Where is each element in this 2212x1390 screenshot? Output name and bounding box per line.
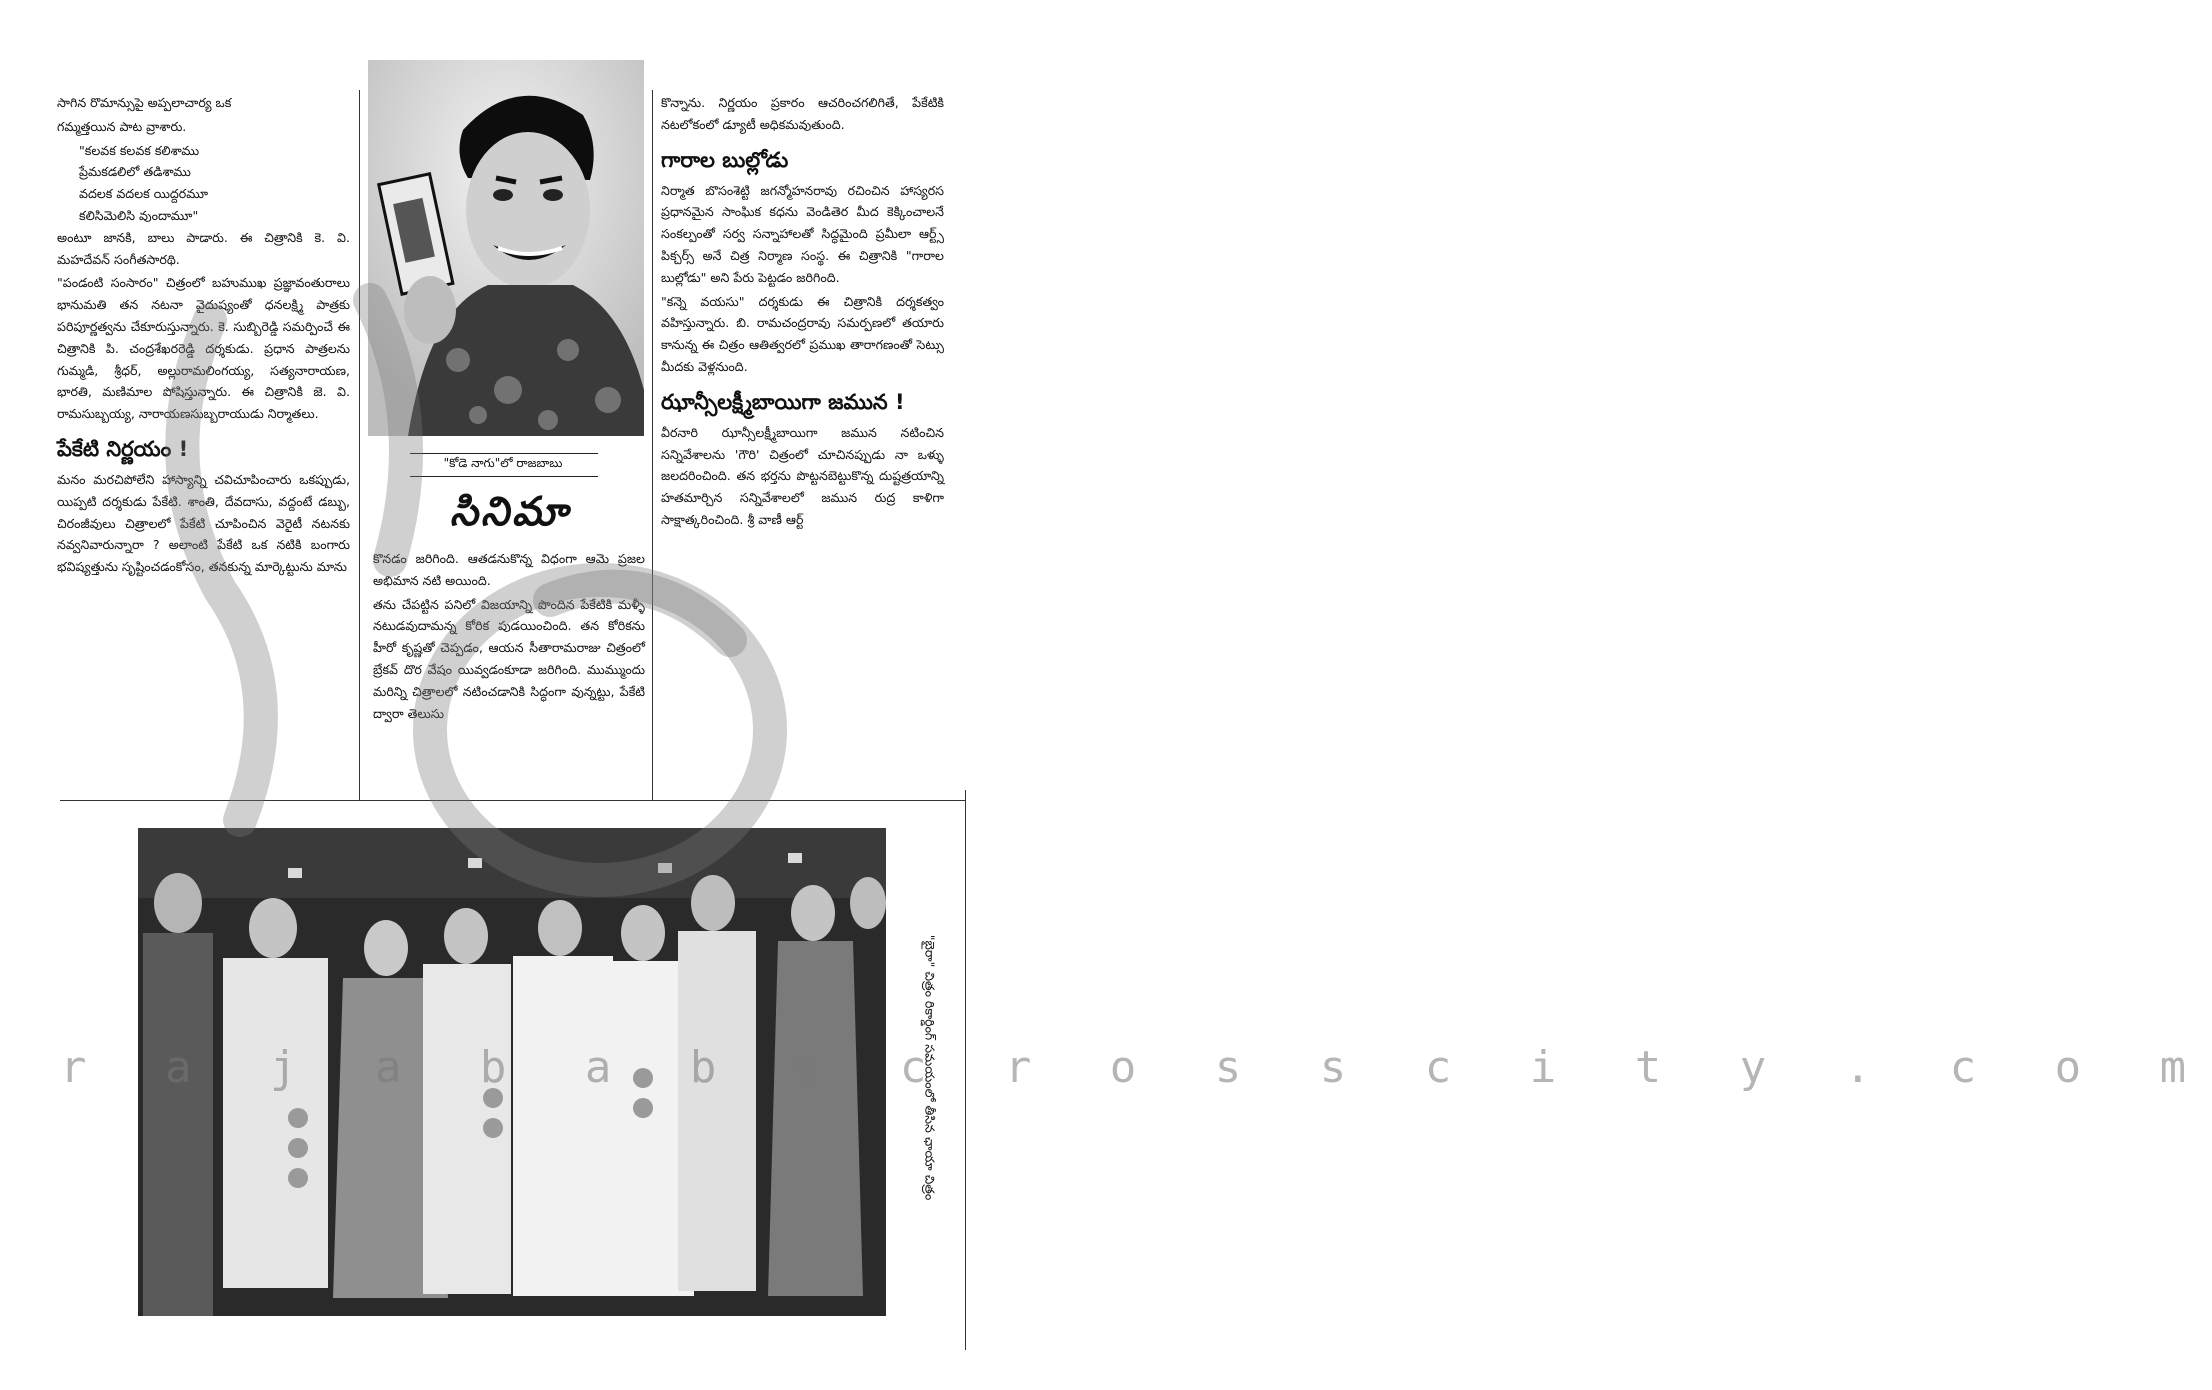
article-paragraph: కొన్నాను. నిర్ణయం ప్రకారం ఆచరించగలిగితే, పేకేటికి నటలోకంలో డ్యూటీ అధికమవుతుంది. xyxy=(661,95,944,132)
article-paragraph: అంటూ జానకి, బాలు పాడారు. ఈ చిత్రానికి కె. వి. మహదేవన్ సంగీతసారథి. xyxy=(57,229,350,267)
section-heading-garala-bullodu: గారాల బుల్లోడు xyxy=(661,147,789,172)
article-paragraph: "కన్నె వయసు" దర్శకుడు ఈ చిత్రానికి దర్శకత్వం వహిస్తున్నారు. బి. రామచంద్రరావు సమర్పణలో తయారు కానున్న ఈ చిత్రం ఆతిత్వరలో ప్రముఖ తారాగణంతో సెట్సు మీదకు వెళ్లనుంది. xyxy=(661,293,944,374)
group-photo-caption xyxy=(906,820,946,1320)
article-paragraph: నిర్మాత బొసంశెట్టి జగన్మోహనరావు రచించిన హాస్యరస ప్రధానమైన సాంఘిక కధను వెండితెర మీద కెక్కించాలనే సంకల్పంతో సర్వ సన్నాహాలతో సిద్ధమైంది ప్రమీలా ఆర్ట్స్ పిక్చర్స్ అనే చిత్ర నిర్మాణ సంస్థ. ఈ చిత్రానికి "గారాల బుల్లోడు" అని పేరు పెట్టడం జరిగింది. xyxy=(661,182,944,285)
intro-line-1: సాగిన రొమాన్సుపై అప్పలాచార్య ఒక xyxy=(57,95,232,110)
song-line: "కలవక కలవక కలిశాము xyxy=(79,142,200,158)
left-column xyxy=(57,92,350,580)
group-photo xyxy=(138,828,886,1316)
right-column xyxy=(661,92,944,533)
song-line: ప్రేమకడలిలో తడిశాము xyxy=(79,164,191,180)
column-divider xyxy=(652,90,653,800)
caption-rule-bottom xyxy=(410,476,598,477)
song-line: కలిసిమెలిసి వుందామూ" xyxy=(79,207,199,223)
song-lyrics xyxy=(79,140,350,227)
frame-rule xyxy=(965,790,966,1350)
song-line: వదలక వదలక యిద్దరమూ xyxy=(79,186,208,202)
portrait-photo xyxy=(368,60,644,436)
column-divider xyxy=(359,90,360,800)
article-paragraph: "పండంటి సంసారం" చిత్రంలో బహుముఖ ప్రజ్ఞావంతురాలు భానుమతి తన నటనా వైదుష్యంతో ధనలక్ష్మి పాత్రకు పరిపూర్ణత్వను చేకూరుస్తున్నారు. కె. సుబ్బిరెడ్డి సమర్పించే ఈ చిత్రానికి పి. చంద్రశేఖరరెడ్డి దర్శకుడు. ప్రధాన పాత్రలను గుమ్మడి, శ్రీధర్, అల్లురామలింగయ్య, సత్యనారాయణ, భారతి, మణిమాల పోషిస్తున్నారు. ఈ చిత్రానికి జె. వి. రామసుబ్బయ్య, నారాయణసుబ్బరాయుడు నిర్మాతలు. xyxy=(57,275,350,422)
intro-line-2: గమ్మత్తయిన పాట వ్రాశారు. xyxy=(57,118,187,134)
section-heading-pekati: పేకేటి నిర్ణయం ! xyxy=(57,436,189,461)
article-paragraph: మనం మరచిపోలేని హాస్యాన్ని చవిచూపించారు ఒకప్పుడు, యిప్పటి దర్శకుడు పేకేటి. శాంతి, దేవదాసు, వద్దంటే డబ్బు, చిరంజీవులు చిత్రాలలో పేకేటి చూపించిన వెరైటీ నటనకు నవ్వనివారున్నారా ? అలాంటి పేకేటి ఒక నటికి బంగారు భవిష్యత్తును సృష్టించడంకోసం, తనకున్న మార్కెట్టును మాను xyxy=(57,471,350,575)
article-paragraph: కొనడం జరిగింది. ఆతడనుకొన్న విధంగా ఆమె ప్రజల అభిమాన నటి అయింది. xyxy=(373,551,645,588)
middle-column xyxy=(373,548,645,726)
section-masthead: సినిమా xyxy=(449,488,571,535)
article-paragraph: వీరనారి ఝాన్సీలక్ష్మీబాయిగా జమున నటించిన సన్నివేశాలను 'గౌరి' చిత్రంలో చూచినప్పుడు నా ఒళ్ళు జలదరించింది. తన భర్తను పొట్టనబెట్టుకొన్న దుష్టత్రయాన్ని హతమార్చిన సన్నివేశాలలో జమున రుద్ర కాళిగా సాక్షాత్కరించింది. శ్రీ వాణీ ఆర్ట్ xyxy=(661,424,944,527)
article-paragraph: తను చేపట్టిన పనిలో విజయాన్ని పొందిన పేకేటికి మళ్ళీ నటుడవుదామన్న కోరిక పుడయించింది. తన కోరికను హీరో కృష్ణతో చెప్పడం, ఆయన సీతారామరాజు చిత్రంలో బ్రేకవ్ దొర వేషం యివ్వడంకూడా జరిగింది. ముమ్ముందు మరిన్ని చిత్రాలలో నటించడానికి సిద్ధంగా వున్నట్టు, పేకేటి ద్వారా తెలుసు xyxy=(373,596,645,721)
watermark-text: r a j a b a b u c r o s s c i t y . c o m xyxy=(60,1042,2212,1093)
portrait-caption: "కోడె నాగు"లో రాజబాబు xyxy=(443,456,563,470)
group-photo-caption-text: "బైరా" చిత్రం రికార్డింగ్ సమయంలో తీసిన ఛాయా చిత్రం xyxy=(922,934,938,1201)
section-divider xyxy=(60,800,965,801)
section-heading-jhansi-lakshmibai: ఝాన్సీలక్ష్మీబాయిగా జమున ! xyxy=(661,389,905,414)
caption-rule-top xyxy=(410,453,598,454)
